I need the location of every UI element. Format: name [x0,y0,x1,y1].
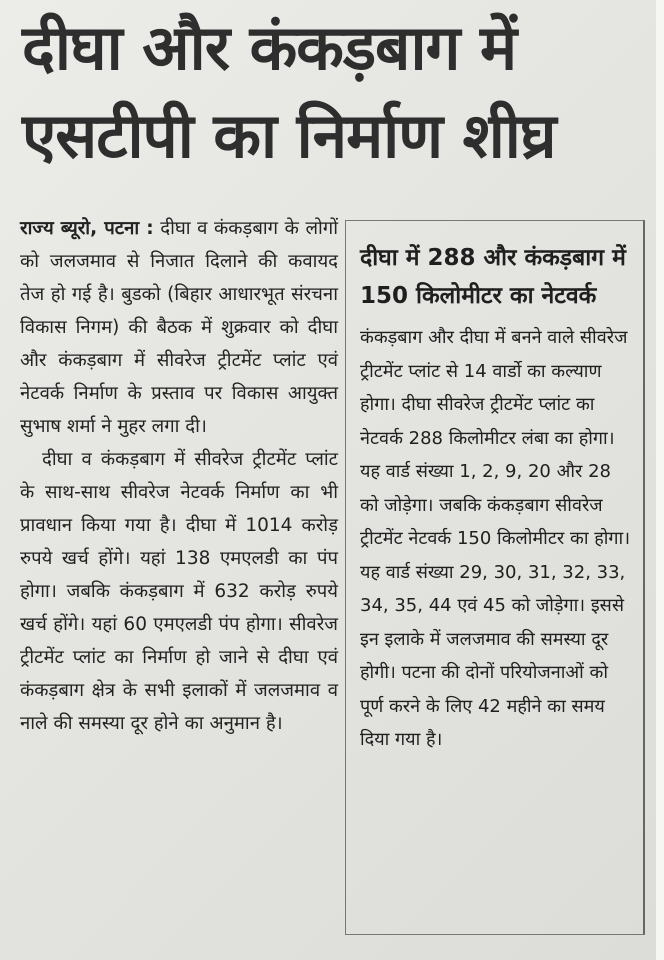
dateline: राज्य ब्यूरो, पटना : [20,218,154,239]
sidebar-box [345,220,645,935]
article-paragraph-1 [20,212,338,443]
article-column [20,212,338,952]
sidebar-body: कंकड़बाग और दीघा में बनने वाले सीवरेज ट्रीटमेंट प्लांट से 14 वार्डो का कल्याण होगा। दीघा सीवरेज ट्रीटमेंट प्लांट का नेटवर्क 288 किलोमीटर लंबा का होगा। यह वार्ड संख्या 1, 2, 9, 20 और 28 को जोड़ेगा। जबकि कंकड़बाग सीवरेज ट्रीटमेंट नेटवर्क 150 किलोमीटर का होगा। यह वार्ड संख्या 29, 30, 31, 32, 33, 34, 35, 44 एवं 45 को जोड़ेगा। इससे इन इलाके में जलजमाव की समस्या दूर होगी। पटना की दोनों परियोजनाओं को पूर्ण करने के लिए 42 महीने का समय दिया गया है। [360,327,631,750]
article-paragraph-1-text: दीघा व कंकड़बाग के लोगों को जलजमाव से निजात दिलाने की कवायद तेज हो गई है। बुडको (बिहार आधारभूत संरचना विकास निगम) की बैठक में शुक्रवार को दीघा और कंकड़बाग में सीवरेज ट्रीटमेंट प्लांट एवं नेटवर्क निर्माण के प्रस्ताव पर विकास आयुक्त सुभाष शर्मा ने मुहर लगा दी। [20,218,338,437]
headline-line-2: एसटीपी का निर्माण शीघ्र [22,99,556,172]
sidebar-title: दीघा में 288 और कंकड़बाग में 150 किलोमीटर का नेटवर्क [360,245,626,309]
page-edge [656,0,664,960]
headline [22,4,632,180]
article-paragraph-2: दीघा व कंकड़बाग में सीवरेज ट्रीटमेंट प्लांट के साथ-साथ सीवरेज नेटवर्क निर्माण का भी प्रावधान किया गया है। दीघा में 1014 करोड़ रुपये खर्च होंगे। यहां 138 एमएलडी का पंप होगा। जबकि कंकड़बाग में 632 करोड़ रुपये खर्च होंगे। यहां 60 एमएलडी पंप होगा। सीवरेज ट्रीटमेंट प्लांट का निर्माण हो जाने से दीघा एवं कंकड़बाग क्षेत्र के सभी इलाकों में जलजमाव व नाले की समस्या दूर होने का अनुमान है। [20,449,338,734]
headline-line-1: दीघा और कंकड़बाग में [22,11,517,84]
